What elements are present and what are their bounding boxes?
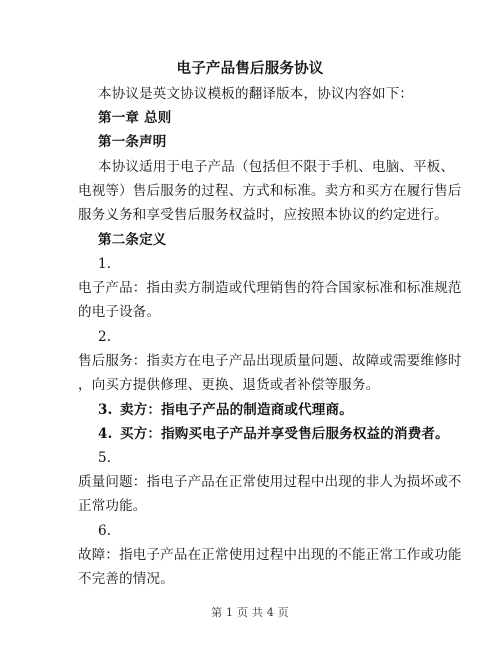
paragraph-line: 本协议适用于电子产品（包括但不限于手机、电脑、平板、 <box>98 159 455 175</box>
document-title: 电子产品售后服务协议 <box>176 60 324 77</box>
definition-number: 3. <box>98 402 113 418</box>
page-footer: 第 1 页 共 4 页 <box>211 606 289 619</box>
article2-heading: 第二条定义 <box>98 232 167 248</box>
definition-line: 卖方：指电子产品的制造商或代理商。 <box>120 402 353 418</box>
paragraph-line: 电视等）售后服务的过程、方式和标准。卖方和买方在履行售后 <box>78 183 462 199</box>
intro-paragraph: 本协议是英文协议模板的翻译版本，协议内容如下： <box>98 86 414 102</box>
article1-heading: 第一条声明 <box>98 134 167 150</box>
definition-number: 1. <box>98 256 112 272</box>
definition-line: 正常功能。 <box>78 498 147 514</box>
definition-line: 的电子设备。 <box>78 304 161 320</box>
definition-line: 电子产品：指由卖方制造或代理销售的符合国家标准和标准规范 <box>78 280 462 296</box>
paragraph-line: 服务义务和享受售后服务权益时，应按照本协议的约定进行。 <box>78 207 448 223</box>
definition-line: 不完善的情况。 <box>78 571 174 587</box>
definition-number: 2. <box>98 329 112 345</box>
definition-number: 6. <box>98 523 112 539</box>
definition-line: ，向买方提供修理、更换、退货或者补偿等服务。 <box>78 377 380 393</box>
chapter-heading: 第一章 总则 <box>98 110 172 126</box>
definition-number: 5. <box>98 450 112 466</box>
definition-line: 买方：指购买电子产品并享受售后服务权益的消费者。 <box>120 426 449 442</box>
definition-line: 故障：指电子产品在正常使用过程中出现的不能正常工作或功能 <box>78 547 462 563</box>
definition-line: 质量问题：指电子产品在正常使用过程中出现的非人为损坏或不 <box>78 474 462 490</box>
definition-line: 售后服务：指卖方在电子产品出现质量问题、故障或需要维修时 <box>78 353 462 369</box>
definition-number: 4. <box>98 426 113 442</box>
